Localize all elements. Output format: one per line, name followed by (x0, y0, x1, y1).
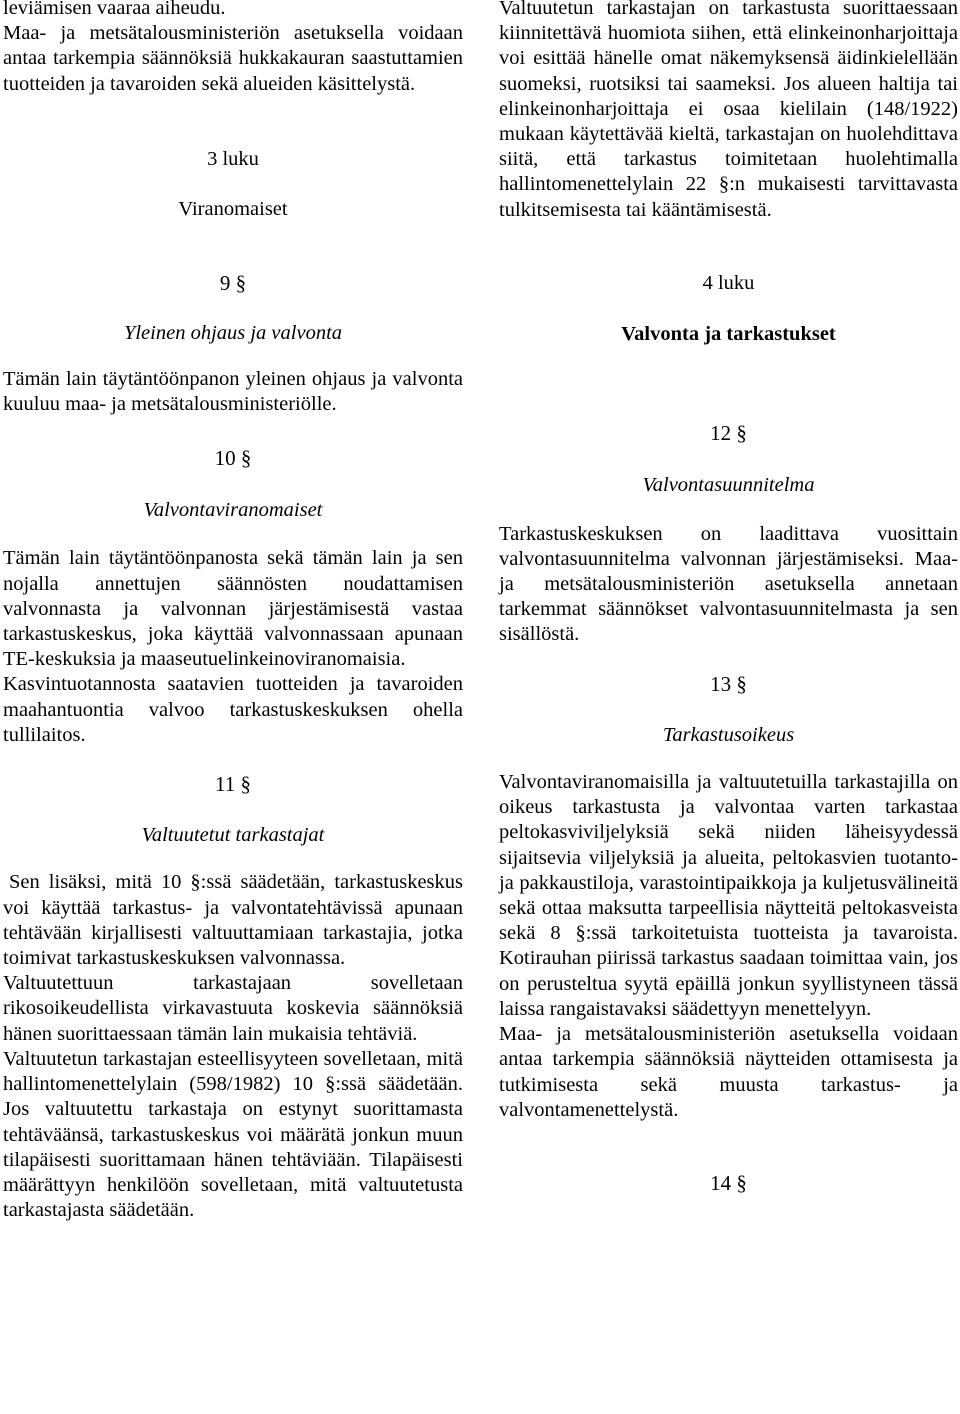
paragraph: Valtuutettuun tarkastajaan sovelletaan rikosoikeudellista virkavastuuta koskevia säännöksiä hänen suorittaessaan tämän lain mukaisia tehtäviä. (3, 972, 463, 1045)
chapter-title: Valvonta ja tarkastukset (621, 323, 836, 346)
paragraph: Maa- ja metsätalousministeriön asetuksella voidaan antaa tarkempia säännöksiä näytteiden ottamisesta ja tutkimisesta sekä muusta tarkastus- ja valvontamenettelystä. (499, 1023, 958, 1121)
section-number: 9 § (219, 271, 247, 296)
chapter-number: 4 luku (702, 271, 755, 294)
chapter-number: 3 luku (207, 147, 259, 170)
section-number: 14 § (710, 1170, 747, 1195)
paragraph: Tarkastuskeskuksen on laadittava vuosittain valvontasuunnitelma valvonnan järjestämiseksi. Maa- ja metsätalousministeriön asetuksella annetaan tarkemmat säännökset valvontasuunnitelmasta ja sen sisällöstä. (499, 522, 958, 646)
paragraph: Maa- ja metsätalousministeriön asetuksella voidaan antaa tarkempia säännöksiä hukkakauran saastuttamien tuotteiden ja tavaroiden sekä alueiden käsittelystä. (3, 22, 463, 95)
paragraph: Valtuutetun tarkastajan on tarkastusta suorittaessaan kiinnitettävä huomiota siihen, että elinkeinonharjoittaja voi esittää hänelle omat näkemyksensä äidinkielellään suomeksi, ruotsiksi tai saameksi. Jos alueen haltija tai elinkeinonharjoittaja ei osaa kielilain (148/1922) mukaan käytettävää kieltä, tarkastajan on huolehdittava siitä, että tarkastus toimitetaan huolehtimalla hallintomenettelylain 22 §:n mukaisesti tarvittavasta tulkitsemisesta tai kääntämisestä. (499, 0, 958, 221)
section-title: Valtuutetut tarkastajat (141, 824, 325, 847)
chapter-title: Viranomaiset (178, 198, 288, 221)
left-column (3, 0, 463, 1223)
paragraph: Tämän lain täytäntöönpanosta sekä tämän lain ja sen nojalla annettujen säännösten noudattamisen valvonnasta ja valvonnan järjestämisestä vastaa tarkastuskeskus, joka käyttää valvonnassaan apunaan TE-keskuksia ja maaseutuelinkeinoviranomaisia. (3, 547, 463, 671)
section-number: 10 § (214, 446, 252, 471)
paragraph: leviämisen vaaraa aiheudu. (3, 0, 226, 19)
section-number: 13 § (710, 671, 747, 696)
section-number: 11 § (215, 772, 251, 797)
paragraph: Tämän lain täytäntöönpanon yleinen ohjaus ja valvonta kuuluu maa- ja metsätalousministeriölle. (3, 367, 463, 415)
section-title: Yleinen ohjaus ja valvonta (123, 322, 343, 345)
section-number: 12 § (710, 421, 747, 446)
paragraph: Valtuutetun tarkastajan esteellisyyteen sovelletaan, mitä hallintomenettelylain (598/1982) 10 §:ssä säädetään. Jos valtuutettu tarkastaja on estynyt suorittamasta tehtäväänsä, tarkastuskeskus voi määrätä jonkun muun tilapäisesti suorittamaan hänen tehtäviään. Tilapäisesti määrättyyn henkilöön sovelletaan, mitä valtuutetusta tarkastajasta säädetään. (3, 1047, 463, 1222)
section-title: Valvontasuunnitelma (642, 474, 815, 497)
section-title: Valvontaviranomaiset (143, 499, 323, 522)
paragraph: Sen lisäksi, mitä 10 §:ssä säädetään, tarkastuskeskus voi käyttää tarkastus- ja valvontatehtävissä apunaan tehtävään kirjallisesti valtuuttamiaan tarkastajia, jotka toimivat tarkastuskeskuksen valvonnassa. (3, 871, 463, 970)
paragraph: Kasvintuotannosta saatavien tuotteiden ja tavaroiden maahantuontia valvoo tarkastuskeskuksen ohella tullilaitos. (3, 673, 463, 746)
section-title: Tarkastusoikeus (662, 723, 795, 746)
paragraph: Valvontaviranomaisilla ja valtuutetuilla tarkastajilla on oikeus tarkastusta ja valvontaa varten tarkastaa peltokasviviljelyksiä sekä niiden läheisyydessä sijaitsevia viljelyksiä ja alueita, peltokasvien tuotanto- ja pakkaustiloja, varastointipaikkoja ja kuljetusvälineitä sekä ottaa maksutta tarpeellisia näytteitä peltokasveista sekä 8 §:ssä tarkoitetuista tuotteista ja tavaroista. Kotirauhan piirissä tarkastus saadaan toimittaa vain, jos on perusteltua syytä epäillä jonkun syyllistyneen tässä laissa rangaistavaksi säädettyyn menettelyyn. (499, 771, 958, 1020)
right-column (499, 0, 958, 1196)
